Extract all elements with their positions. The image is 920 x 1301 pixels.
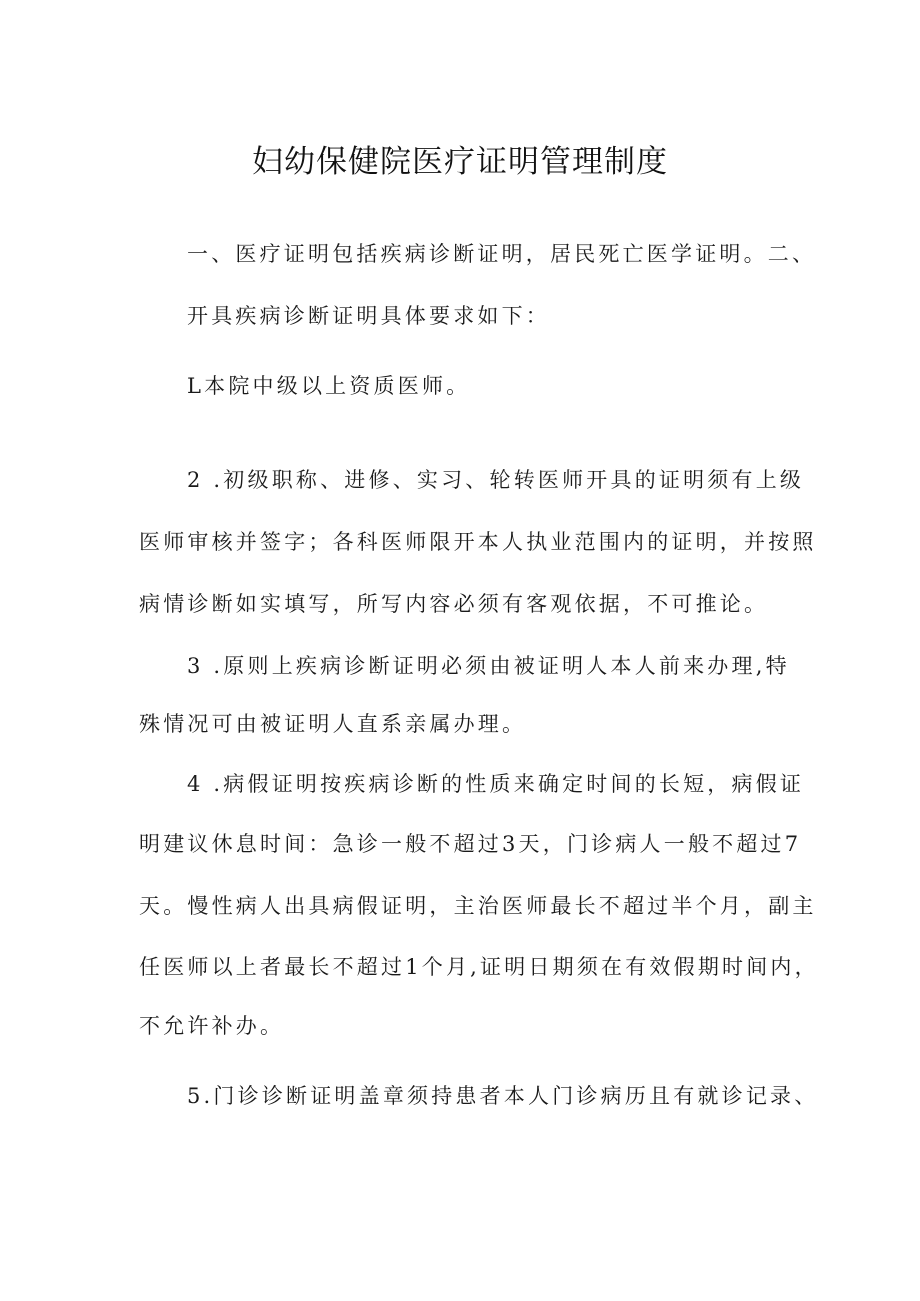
item-2-line-2: 医师审核并签字；各科医师限开本人执业范围内的证明，并按照	[139, 530, 817, 554]
item-5-line-1: 5.门诊诊断证明盖章须持患者本人门诊病历且有就诊记录、	[187, 1084, 819, 1108]
item-3-line-2: 殊情况可由被证明人直系亲属办理。	[139, 712, 527, 736]
item-1-line-1: L本院中级以上资质医师。	[187, 374, 471, 398]
item-2-line-1: 2 .初级职称、进修、实习、轮转医师开具的证明须有上级	[187, 468, 805, 492]
paragraph-1-line-2: 开具疾病诊断证明具体要求如下：	[187, 304, 550, 328]
document-title: 妇幼保健院医疗证明管理制度	[252, 144, 668, 180]
item-4-line-2: 明建议休息时间：急诊一般不超过3天，门诊病人一般不超过7	[139, 832, 802, 856]
item-4-line-5: 不允许补办。	[139, 1014, 285, 1038]
item-3-line-1: 3 .原则上疾病诊断证明必须由被证明人本人前来办理,特	[187, 654, 790, 678]
item-4-line-1: 4 .病假证明按疾病诊断的性质来确定时间的长短，病假证	[187, 772, 805, 796]
item-2-line-3: 病情诊断如实填写，所写内容必须有客观依据，不可推论。	[139, 592, 769, 616]
item-4-line-4: 任医师以上者最长不超过1个月,证明日期须在有效假期时间内，	[139, 955, 819, 979]
paragraph-1-line-1: 一、医疗证明包括疾病诊断证明，居民死亡医学证明。二、	[187, 242, 817, 266]
item-4-line-3: 天。慢性病人出具病假证明，主治医师最长不超过半个月，副主	[139, 894, 817, 918]
